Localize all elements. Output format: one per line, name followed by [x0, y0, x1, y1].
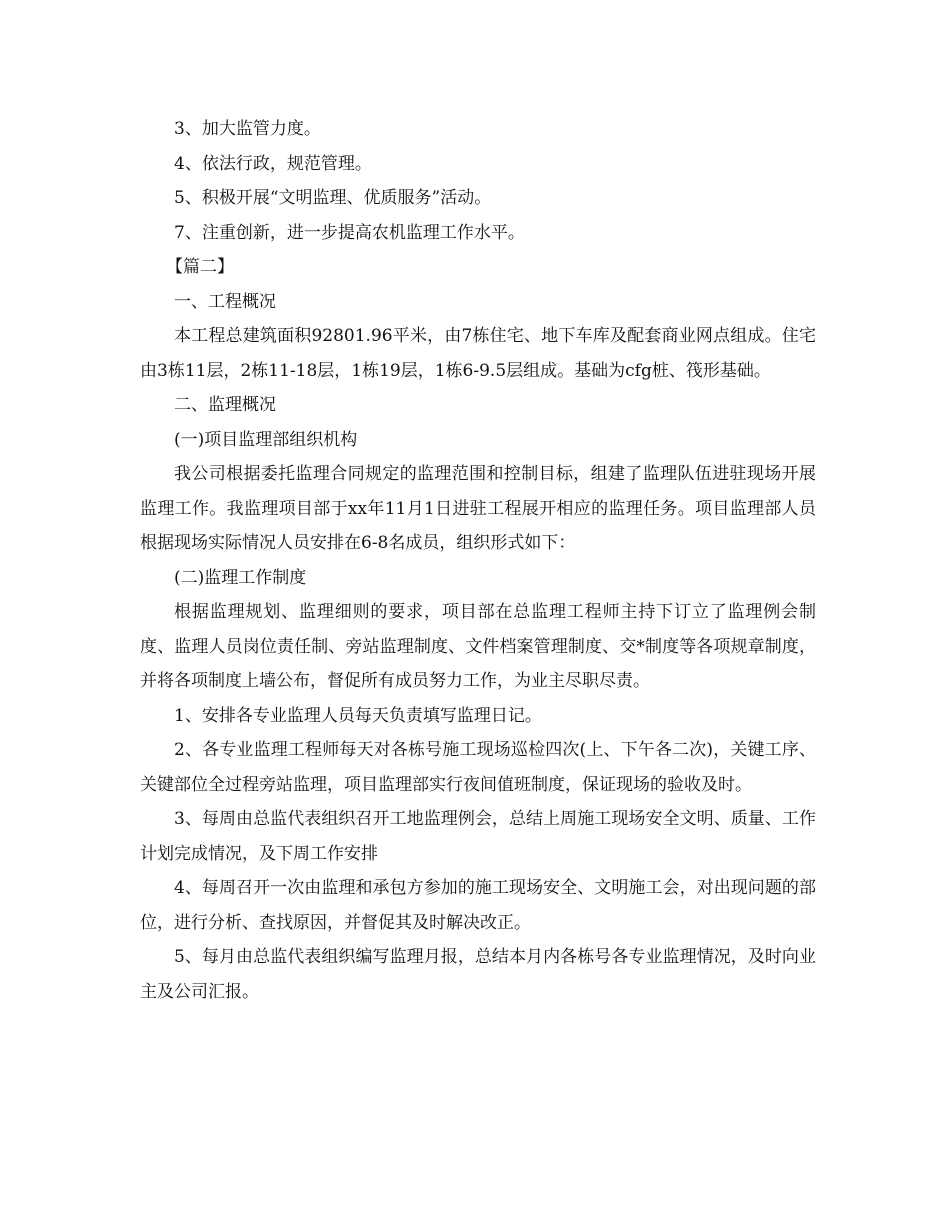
heading-project-overview: 一、工程概况	[174, 291, 276, 312]
list-item-5: 5、每月由总监代表组织编写监理月报，总结本月内各栋号各专业监理情况，及时向业主及公司汇报。	[140, 947, 816, 1002]
paragraph-organization: 我公司根据委托监理合同规定的监理范围和控制目标，组建了监理队伍进驻现场开展监理工作。我监理项目部于xx年11月1日进驻工程展开相应的监理任务。项目监理部人员根据现场实际情况人员安排在6-8名成员，组织形式如下：	[140, 464, 816, 553]
paragraph-item-3: 3、加大监管力度。	[174, 119, 321, 139]
paragraph-item-7: 7、注重创新，进一步提高农机监理工作水平。	[174, 222, 525, 243]
section-heading-part-two: 【篇二】	[166, 257, 234, 277]
list-item-1: 1、安排各专业监理人员每天负责填写监理日记。	[174, 705, 542, 726]
paragraph-project-overview: 本工程总建筑面积92801.96平米，由7栋住宅、地下车库及配套商业网点组成。住宅由3栋11层，2栋11-18层，1栋19层，1栋6-9.5层组成。基础为cfg桩、筏形基础。	[140, 326, 816, 381]
document-body	[140, 112, 816, 1009]
list-item-4: 4、每周召开一次由监理和承包方参加的施工现场安全、文明施工会，对出现问题的部位，进行分析、查找原因，并督促其及时解决改正。	[140, 878, 816, 933]
heading-supervision-overview: 二、监理概况	[174, 395, 276, 415]
subheading-work-system: (二)监理工作制度	[174, 567, 307, 588]
paragraph-item-4: 4、依法行政，规范管理。	[174, 153, 372, 174]
paragraph-item-5: 5、积极开展“文明监理、优质服务”活动。	[174, 188, 492, 208]
list-item-2: 2、各专业监理工程师每天对各栋号施工现场巡检四次(上、下午各二次)，关键工序、关键部位全过程旁站监理，项目监理部实行夜间值班制度，保证现场的验收及时。	[140, 740, 816, 795]
list-item-3: 3、每周由总监代表组织召开工地监理例会，总结上周施工现场安全文明、质量、工作计划完成情况，及下周工作安排	[140, 809, 816, 864]
paragraph-work-system: 根据监理规划、监理细则的要求，项目部在总监理工程师主持下订立了监理例会制度、监理人员岗位责任制、旁站监理制度、文件档案管理制度、交*制度等各项规章制度，并将各项制度上墙公布，督促所有成员努力工作，为业主尽职尽责。	[140, 602, 816, 691]
subheading-organization: (一)项目监理部组织机构	[174, 429, 358, 450]
